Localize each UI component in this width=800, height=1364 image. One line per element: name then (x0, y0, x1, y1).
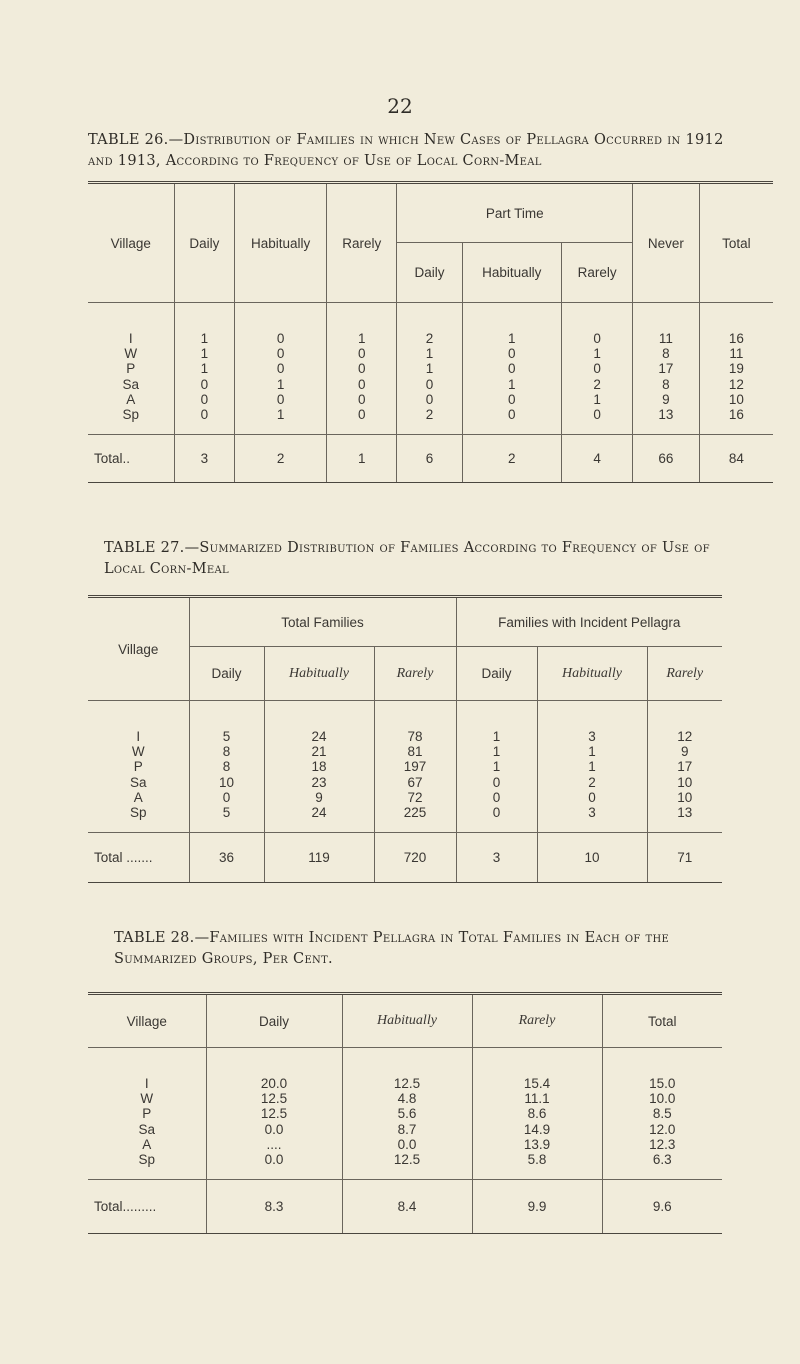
t26-cell: I (128, 331, 133, 346)
t28-col-rarely (472, 1048, 602, 1180)
t26-col-village (88, 303, 174, 435)
t26-cell: P (126, 361, 136, 377)
t27-cell: 0 (588, 789, 596, 805)
t26-cell: 1 (508, 376, 516, 392)
t28-header-total: Total (602, 994, 722, 1048)
t28-cell: 12.0 (649, 1121, 676, 1137)
t26-cell: 16 (728, 407, 744, 423)
t27-cell: 10 (677, 774, 693, 790)
t27-cell: 1 (492, 759, 501, 775)
table27-caption-text: —Summarized Distribution of Families According to Frequency of Use of Local Corn-Meal (104, 540, 710, 577)
t26-cell: 0 (358, 346, 366, 362)
t26-total-rarely: 1 (327, 435, 397, 483)
t28-total-habitually: 8.4 (342, 1180, 472, 1234)
t26-cell: 2 (425, 407, 434, 423)
t26-cell: 11 (729, 346, 744, 362)
t26-cell: W (124, 346, 138, 362)
t26-cell: 19 (728, 361, 744, 377)
t26-cell: 8 (662, 346, 670, 362)
t26-cell: 0 (508, 346, 516, 362)
table28 (88, 992, 722, 1234)
t28-header-habitually: Habitually (342, 994, 472, 1048)
t26-cell: 0 (200, 376, 209, 392)
t26-cell: 1 (276, 376, 285, 392)
t27-cell: I (136, 729, 141, 744)
t26-total-habitually: 2 (235, 435, 327, 483)
t28-cell: A (142, 1136, 152, 1152)
t28-cell: Sa (138, 1121, 155, 1137)
t28-total-rarely: 9.9 (472, 1180, 602, 1234)
table28-caption (114, 928, 724, 970)
t28-header-village: Village (88, 994, 206, 1048)
t26-col-rarely (327, 303, 397, 435)
t27-total-row (88, 833, 722, 883)
t27-cell: 2 (588, 774, 596, 790)
t27-cell: 0 (222, 789, 231, 805)
t26-col-daily (174, 303, 235, 435)
t28-cell: .... (266, 1136, 282, 1152)
t27-cell: 197 (403, 759, 427, 775)
t26-header-pt-daily: Daily (397, 243, 462, 303)
t28-cell: 6.3 (652, 1152, 672, 1168)
t27-total-fi-daily: 3 (456, 833, 537, 883)
t26-cell: 17 (658, 361, 674, 377)
t26-cell: 0 (593, 361, 601, 377)
t26-cell: 1 (425, 346, 434, 362)
t26-cell: 13 (658, 407, 674, 423)
t27-cell: 67 (407, 774, 423, 790)
t27-cell: 225 (403, 805, 427, 821)
t28-cell: W (140, 1091, 154, 1107)
t27-total-tf-rarely: 720 (374, 833, 456, 883)
t27-total-label: Total ....... (88, 833, 189, 883)
t26-cell: Sp (122, 407, 140, 423)
t26-cell: 8 (662, 376, 670, 392)
t26-cell: 0 (276, 391, 285, 407)
t26-cell: 2 (593, 376, 601, 392)
t27-cell: Sp (129, 805, 147, 821)
t28-cell: 0.0 (264, 1152, 284, 1168)
t27-cell: 23 (311, 774, 327, 790)
t26-header-daily: Daily (174, 183, 235, 303)
t26-cell: 1 (200, 346, 209, 362)
t27-header-fi-daily: Daily (456, 647, 537, 701)
t26-cell: 16 (728, 331, 744, 346)
t27-cell: P (133, 759, 143, 775)
t28-cell: 8.7 (397, 1121, 417, 1137)
t27-cell: 10 (677, 789, 693, 805)
t26-cell: 1 (593, 346, 601, 362)
t28-cell: 15.0 (649, 1076, 676, 1091)
t27-cell: 0 (492, 789, 501, 805)
table26-caption (88, 130, 728, 172)
t26-cell: 0 (200, 391, 209, 407)
t26-cell: A (126, 391, 136, 407)
t26-cell: 0 (276, 331, 285, 346)
t28-cell: 15.4 (523, 1076, 551, 1091)
t27-cell: 24 (311, 729, 327, 744)
t28-cell: 14.9 (523, 1121, 551, 1137)
t28-col-village (88, 1048, 206, 1180)
t26-cell: 0 (508, 407, 516, 423)
t26-cell: 10 (728, 391, 744, 407)
t27-col-fi-daily (456, 701, 537, 833)
t27-col-fi-habitually (537, 701, 647, 833)
t27-cell: 1 (588, 759, 596, 775)
t26-cell: 1 (276, 407, 285, 423)
t27-cell: 18 (311, 759, 327, 775)
t28-cell: 12.3 (649, 1136, 676, 1152)
t27-header-fi-habitually: Habitually (537, 647, 647, 701)
t27-cell: 3 (588, 729, 596, 744)
t28-cell: 4.8 (397, 1091, 417, 1107)
t26-cell: 0 (508, 361, 516, 377)
t27-header-tf-rarely: Rarely (374, 647, 456, 701)
table26 (88, 181, 773, 483)
t26-header-pt-habitually: Habitually (462, 243, 562, 303)
t28-cell: 0.0 (397, 1136, 417, 1152)
t27-cell: 72 (407, 789, 423, 805)
t26-col-pt-habitually (462, 303, 562, 435)
t27-cell: 12 (677, 729, 693, 744)
t27-total-tf-habitually: 119 (264, 833, 374, 883)
t26-cell: 0 (425, 391, 434, 407)
t27-body (88, 701, 722, 833)
t26-header-never: Never (633, 183, 700, 303)
t28-col-habitually (342, 1048, 472, 1180)
t26-total-pt-rarely: 4 (562, 435, 633, 483)
t26-header-habitually: Habitually (235, 183, 327, 303)
t27-col-village (88, 701, 189, 833)
t26-col-habitually (235, 303, 327, 435)
t27-total-fi-rarely: 71 (647, 833, 722, 883)
t27-cell: A (133, 789, 143, 805)
t27-cell: W (131, 744, 145, 760)
t28-cell: 0.0 (264, 1121, 284, 1137)
t28-cell: 13.9 (523, 1136, 551, 1152)
t27-cell: 24 (311, 805, 327, 821)
t27-header-tf-habitually: Habitually (264, 647, 374, 701)
t28-cell: 12.5 (393, 1076, 421, 1091)
t27-col-tf-habitually (264, 701, 374, 833)
t26-cell: 1 (200, 331, 209, 346)
t27-total-tf-daily: 36 (189, 833, 264, 883)
t26-cell: 0 (425, 376, 434, 392)
t28-cell: 12.5 (260, 1091, 288, 1107)
t27-total-fi-habitually: 10 (537, 833, 647, 883)
t27-cell: 8 (222, 759, 231, 775)
t27-cell: 5 (222, 805, 231, 821)
table28-label: TABLE 28. (114, 930, 195, 946)
table27-label: TABLE 27. (104, 540, 185, 556)
t26-cell: 9 (662, 391, 670, 407)
t26-cell: 0 (200, 407, 209, 423)
t26-cell: 1 (425, 361, 434, 377)
t27-cell: Sa (129, 774, 147, 790)
t27-col-tf-rarely (374, 701, 456, 833)
t28-col-daily (206, 1048, 342, 1180)
t27-cell: 10 (218, 774, 235, 790)
t27-cell: 9 (680, 744, 689, 760)
t27-cell: 0 (492, 774, 501, 790)
t27-cell: 9 (315, 789, 323, 805)
t27-cell: 78 (407, 729, 423, 744)
t27-header-tf-daily: Daily (189, 647, 264, 701)
t26-total-total: 84 (699, 435, 773, 483)
t27-cell: 21 (311, 744, 327, 760)
t26-total-label: Total.. (88, 435, 174, 483)
t28-body (88, 1048, 722, 1180)
t28-total-row (88, 1180, 722, 1234)
t28-header-rarely: Rarely (472, 994, 602, 1048)
table26-label: TABLE 26. (88, 132, 169, 148)
t26-header-part-time: Part Time (397, 183, 633, 243)
t27-header-total-families: Total Families (189, 597, 456, 647)
t26-total-daily: 3 (174, 435, 235, 483)
t26-cell: 1 (200, 361, 209, 377)
t28-cell: 5.8 (527, 1152, 547, 1168)
t26-col-never (633, 303, 700, 435)
t28-cell: 10.0 (649, 1091, 676, 1107)
t26-cell: 0 (593, 407, 601, 423)
t28-cell: 5.6 (397, 1106, 417, 1122)
t26-total-never: 66 (633, 435, 700, 483)
t27-header-families-incident: Families with Incident Pellagra (456, 597, 722, 647)
t26-cell: 0 (358, 361, 366, 377)
t26-col-pt-rarely (562, 303, 633, 435)
t28-cell: Sp (138, 1152, 155, 1168)
t26-cell: 0 (593, 331, 601, 346)
t27-cell: 13 (677, 805, 693, 821)
t26-col-pt-daily (397, 303, 462, 435)
t26-cell: 1 (508, 331, 516, 346)
t26-cell: 0 (358, 391, 366, 407)
t27-cell: 1 (492, 729, 501, 744)
t28-col-total (602, 1048, 722, 1180)
table27-caption (104, 538, 714, 580)
t27-header-village: Village (88, 597, 189, 701)
t28-total-total: 9.6 (602, 1180, 722, 1234)
t26-header-rarely: Rarely (327, 183, 397, 303)
t26-total-pt-habitually: 2 (462, 435, 562, 483)
t26-cell: 0 (358, 376, 366, 392)
t26-cell: 12 (728, 376, 744, 392)
t26-cell: 0 (358, 407, 366, 423)
t28-total-label: Total......... (88, 1180, 206, 1234)
t28-cell: P (142, 1106, 152, 1122)
t27-cell: 1 (492, 744, 501, 760)
t27-cell: 1 (588, 744, 596, 760)
t26-header-pt-rarely: Rarely (562, 243, 633, 303)
t28-cell: 20.0 (260, 1076, 288, 1091)
table28-caption-text: —Families with Incident Pellagra in Total Families in Each of the Summarized Groups, Per Cent. (114, 930, 670, 967)
t27-cell: 0 (492, 805, 501, 821)
t28-cell: 8.6 (527, 1106, 547, 1122)
t26-cell: 0 (276, 346, 285, 362)
t26-header-village: Village (88, 183, 174, 303)
t27-cell: 17 (677, 759, 693, 775)
t27-cell: 81 (407, 744, 423, 760)
table27 (88, 595, 722, 883)
t26-cell: 0 (276, 361, 285, 377)
t26-col-total (699, 303, 773, 435)
t27-cell: 5 (222, 729, 231, 744)
t26-cell: Sa (122, 376, 140, 392)
t28-cell: 12.5 (260, 1106, 288, 1122)
t26-total-row (88, 435, 773, 483)
t28-header-daily: Daily (206, 994, 342, 1048)
t27-cell: 8 (222, 744, 231, 760)
t26-cell: 0 (508, 391, 516, 407)
page-number: 22 (387, 94, 413, 118)
table26-caption-text: —Distribution of Families in which New Cases of Pellagra Occurred in 1912 and 1913, According to Frequency of Use of Local Corn-Meal (88, 132, 724, 169)
t26-cell: 2 (425, 331, 434, 346)
t27-col-tf-daily (189, 701, 264, 833)
t26-header-total: Total (699, 183, 773, 303)
t26-cell: 1 (593, 391, 601, 407)
t26-total-pt-daily: 6 (397, 435, 462, 483)
t27-col-fi-rarely (647, 701, 722, 833)
t28-cell: 12.5 (393, 1152, 421, 1168)
t26-cell: 1 (358, 331, 366, 346)
t28-cell: 11.1 (524, 1091, 550, 1107)
t28-total-daily: 8.3 (206, 1180, 342, 1234)
t27-header-fi-rarely: Rarely (647, 647, 722, 701)
t28-cell: 8.5 (652, 1106, 672, 1122)
t28-cell: I (144, 1076, 149, 1091)
t26-body (88, 303, 773, 435)
t26-cell: 11 (658, 331, 673, 346)
t27-cell: 3 (588, 805, 596, 821)
